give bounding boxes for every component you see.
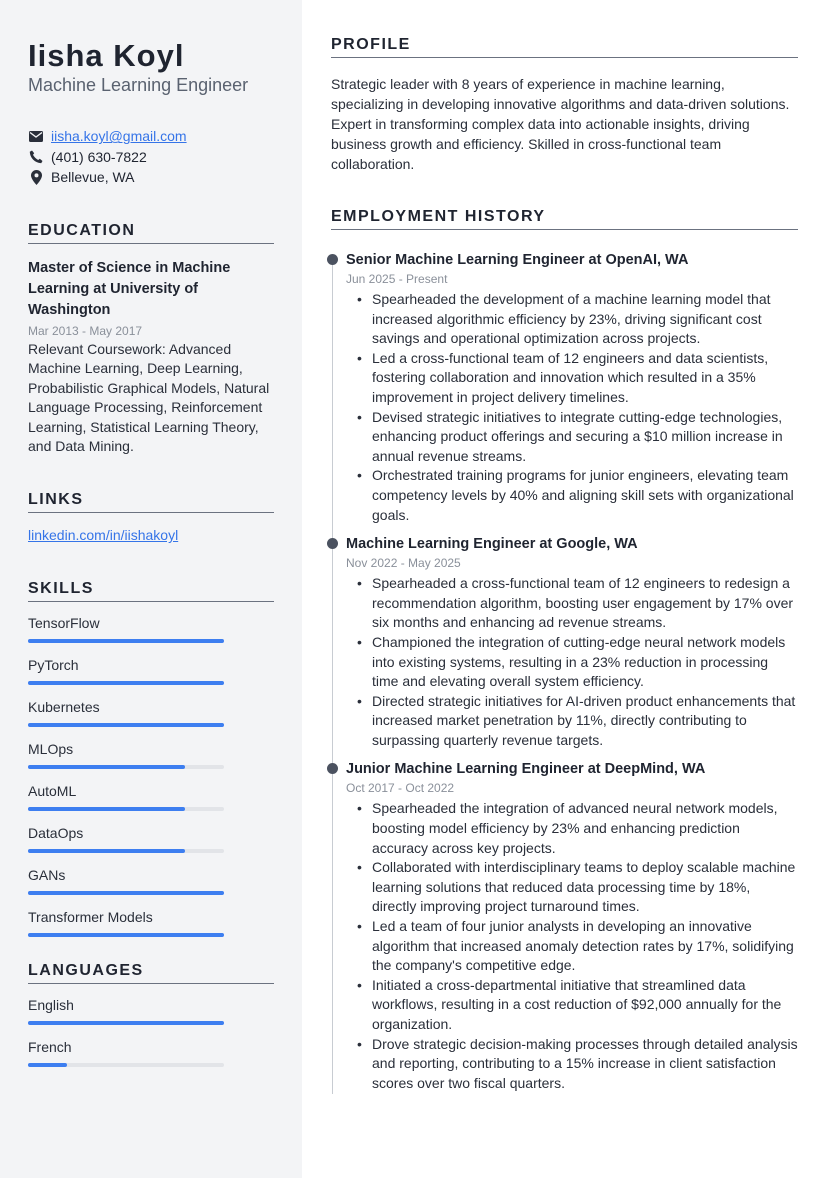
language-level-fill	[28, 1063, 67, 1067]
education-degree: Master of Science in Machine Learning at University of Washington	[28, 259, 231, 318]
job-bullet: • Spearheaded a cross-functional team of 12 engineers to redesign a recommendation algorithm, boosting user engagement by 17% over six months and enhancing ad revenue streams.	[346, 574, 798, 633]
map-pin-icon	[28, 169, 44, 185]
skill-item	[28, 697, 274, 727]
skill-level-fill	[28, 765, 185, 769]
skill-item	[28, 823, 274, 853]
candidate-name: Iisha Koyl	[28, 38, 185, 73]
job-bullet: • Directed strategic initiatives for AI-driven product enhancements that increased market penetration by 11%, directly contributing to surpassing quarterly revenue targets.	[346, 692, 798, 751]
employment-heading: EMPLOYMENT HISTORY	[331, 208, 798, 230]
job-bullet: • Led a cross-functional team of 12 engineers and data scientists, fostering collaboration and innovation which resulted in a 35% improvement in project delivery timelines.	[346, 349, 798, 408]
job-entry	[331, 759, 798, 1093]
timeline-dot	[327, 254, 338, 265]
skill-item	[28, 655, 274, 685]
skill-level-fill	[28, 681, 224, 685]
job-bullet: • Spearheaded the integration of advanced neural network models, boosting model efficiency by 23% and enhancing prediction accuracy across key projects.	[346, 799, 798, 858]
skill-name: Kubernetes	[28, 699, 100, 716]
links-heading: LINKS	[28, 491, 274, 513]
profile-text: Strategic leader with 8 years of experience in machine learning, specializing in developing innovative algorithms and data-driven solutions. Expert in transforming complex data into actionable insights, driving business growth and efficiency. Skilled in cross-functional team collaboration.	[331, 76, 790, 172]
skill-level-bar	[28, 639, 224, 643]
skill-name: GANs	[28, 867, 66, 884]
skill-level-fill	[28, 849, 185, 853]
skills-heading: SKILLS	[28, 580, 274, 602]
skill-item	[28, 613, 274, 643]
sidebar	[0, 0, 302, 1178]
skill-item	[28, 739, 274, 769]
job-bullets	[346, 574, 798, 750]
skills-section	[28, 580, 274, 937]
employment-timeline	[331, 250, 798, 1093]
skill-level-fill	[28, 807, 185, 811]
skill-level-bar	[28, 723, 224, 727]
language-name: English	[28, 997, 74, 1014]
education-section	[28, 222, 274, 458]
skill-item	[28, 865, 274, 895]
job-title: Junior Machine Learning Engineer at DeepMind, WA	[346, 761, 706, 778]
skill-level-fill	[28, 639, 224, 643]
employment-section	[331, 208, 798, 1093]
timeline-dot	[327, 538, 338, 549]
skill-name: PyTorch	[28, 657, 79, 674]
job-bullet: • Initiated a cross-departmental initiative that streamlined data workflows, resulting in a cost reduction of $92,000 annually for the organization.	[346, 976, 798, 1035]
job-dates: Jun 2025 - Present	[346, 272, 448, 286]
skill-name: DataOps	[28, 825, 84, 842]
skill-name: AutoML	[28, 783, 77, 800]
job-bullets	[346, 799, 798, 1093]
job-bullet: • Championed the integration of cutting-edge neural network models into existing systems, resulting in a 23% reduction in processing time and elevating overall system efficiency.	[346, 633, 798, 692]
skill-level-bar	[28, 933, 224, 937]
job-bullet: • Devised strategic initiatives to integrate cutting-edge technologies, enhancing product offerings and securing a $10 million increase in annual revenue streams.	[346, 408, 798, 467]
profile-heading: PROFILE	[331, 36, 798, 58]
main-content	[302, 0, 833, 1178]
location-text: Bellevue, WA	[51, 169, 135, 186]
contact-info	[28, 126, 274, 188]
education-description: Relevant Coursework: Advanced Machine Learning, Deep Learning, Probabilistic Graphical Models, Natural Language Processing, Reinforcement Learning, Statistical Learning Theory, and Data Mining.	[28, 340, 270, 455]
skill-level-bar	[28, 849, 224, 853]
skill-name: MLOps	[28, 741, 74, 758]
contact-phone	[28, 147, 274, 168]
education-dates: Mar 2013 - May 2017	[28, 323, 143, 338]
phone-icon	[28, 149, 44, 165]
skill-level-bar	[28, 807, 224, 811]
job-title: Senior Machine Learning Engineer at OpenAI, WA	[346, 252, 689, 268]
job-bullet: • Drove strategic decision-making processes through detailed analysis and reporting, contributing to a 15% increase in client satisfaction scores over two fiscal quarters.	[346, 1035, 798, 1094]
job-bullet: • Orchestrated training programs for junior engineers, elevating team competency levels by 40% and aligning skill sets with organizational goals.	[346, 466, 798, 525]
job-bullet: • Led a team of four junior analysts in developing an innovative algorithm that increased anomaly detection rates by 17%, solidifying the company's competitive edge.	[346, 917, 798, 976]
skill-item	[28, 907, 274, 937]
linkedin-link[interactable]: linkedin.com/in/iishakoyl	[28, 527, 179, 544]
language-name: French	[28, 1039, 72, 1056]
job-dates: Nov 2022 - May 2025	[346, 556, 461, 571]
links-section	[28, 491, 274, 543]
language-item	[28, 1037, 274, 1067]
candidate-title: Machine Learning Engineer	[28, 75, 249, 95]
language-item	[28, 995, 274, 1025]
job-bullet: • Collaborated with interdisciplinary teams to deploy scalable machine learning solutions that reduced data processing time by 18%, directly improving project turnaround times.	[346, 858, 798, 917]
envelope-icon	[28, 128, 44, 144]
timeline-dot	[327, 763, 338, 774]
skill-level-fill	[28, 933, 224, 937]
languages-list	[28, 995, 274, 1067]
skill-level-fill	[28, 891, 224, 895]
job-title: Machine Learning Engineer at Google, WA	[346, 536, 638, 553]
job-bullet: • Spearheaded the development of a machine learning model that increased algorithmic efficiency by 23%, driving significant cost savings and operational optimization across projects.	[346, 290, 798, 349]
skill-level-bar	[28, 891, 224, 895]
education-heading: EDUCATION	[28, 222, 274, 244]
language-level-bar	[28, 1063, 224, 1067]
skill-name: TensorFlow	[28, 615, 100, 632]
skills-list	[28, 613, 274, 937]
skill-item	[28, 781, 274, 811]
skill-level-bar	[28, 765, 224, 769]
job-entry	[331, 250, 798, 525]
language-level-fill	[28, 1021, 224, 1025]
job-entry	[331, 534, 798, 750]
job-bullets	[346, 290, 798, 525]
contact-location	[28, 167, 274, 188]
profile-section	[331, 36, 798, 174]
languages-section	[28, 962, 274, 1067]
job-dates: Oct 2017 - Oct 2022	[346, 781, 455, 796]
languages-heading: LANGUAGES	[28, 962, 274, 984]
phone-text: (401) 630-7822	[51, 148, 147, 165]
skill-name: Transformer Models	[28, 909, 153, 926]
contact-email	[28, 126, 274, 147]
skill-level-fill	[28, 723, 224, 727]
language-level-bar	[28, 1021, 224, 1025]
email-link[interactable]: iisha.koyl@gmail.com	[51, 128, 187, 145]
skill-level-bar	[28, 681, 224, 685]
